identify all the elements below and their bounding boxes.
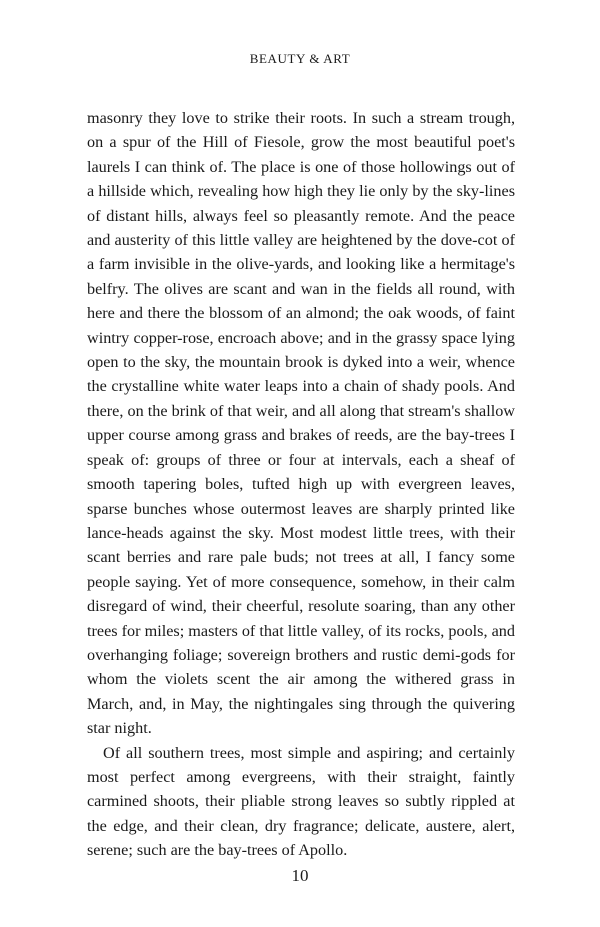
paragraph-continued: masonry they love to strike their roots. In such a stream trough, on a spur of the Hill of Fiesole, grow the most beautiful poet's laurels I can think of. The place is one of those hollowings out of a hillside which, revealing how high they lie only by the sky-lines of distant hills, always feel so pleasantly remote. And the peace and austerity of this little valley are heightened by the dove-cot of a farm invisible in the olive-yards, and looking like a hermitage's belfry. The olives are scant and wan in the fields all round, with here and there the blossom of an almond; the oak woods, of faint wintry copper-rose, encroach above; and in the grassy space lying open to the sky, the mountain brook is dyked into a weir, whence the crystalline white water leaps into a chain of shady pools. And there, on the brink of that weir, and all along that stream's shallow upper course among grass and brakes of reeds, are the bay-trees I speak of: groups of three or four at intervals, each a sheaf of smooth tapering boles, tufted high up with evergreen leaves, sparse bunches whose outermost leaves are sharply printed like lance-heads against the sky. Most modest little trees, with their scant berries and rare pale buds; not trees at all, I fancy some people saying. Yet of more consequence, somehow, in their calm disregard of wind, their cheerful, resolute soaring, than any other trees for miles; masters of that little valley, of its rocks, pools, and overhanging foliage; sovereign brothers and rustic demi-gods for whom the violets scent the air among the withered grass in March, and, in May, the nightingales sing through the quivering star night.	[87, 109, 515, 738]
running-head: BEAUTY & ART	[249, 51, 351, 66]
body-text	[87, 106, 515, 863]
paragraph: Of all southern trees, most simple and aspiring; and certainly most perfect among evergreens, with their straight, faintly carmined shoots, their pliable strong leaves so subtly rippled at the edge, and their clean, dry fragrance; delicate, austere, alert, serene; such are the bay-trees of Apollo.	[87, 743, 515, 860]
page-number: 10	[291, 866, 309, 885]
